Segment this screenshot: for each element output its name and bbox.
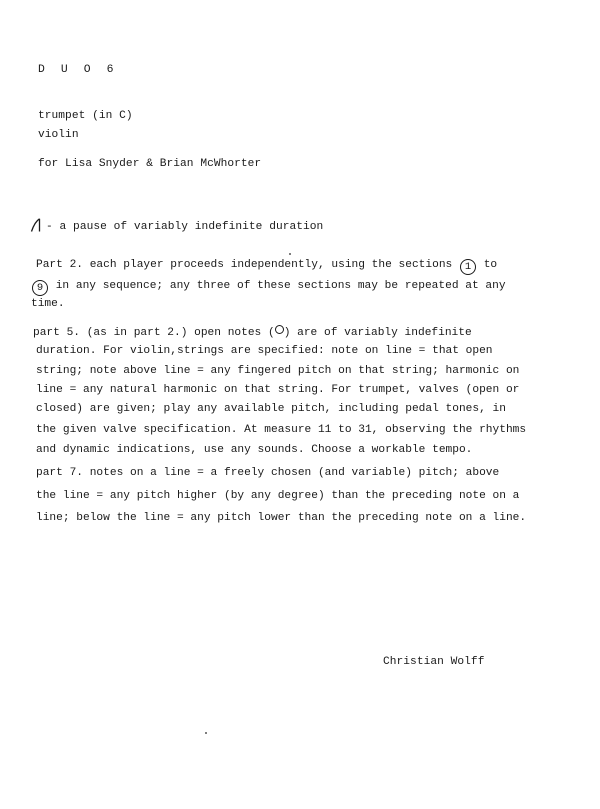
part2-line-2 <box>31 280 506 296</box>
part7-line-2: the line = any pitch higher (by any degree) than the preceding note on a <box>36 490 520 502</box>
part2-text: Part 2. each player proceeds independently, using the sections <box>36 259 453 271</box>
speck <box>289 253 291 255</box>
part5-line-3: string; note above line = any fingered pitch on that string; harmonic on <box>36 365 520 377</box>
fermata-icon <box>30 218 42 232</box>
instrument-violin: violin <box>38 129 79 141</box>
part5-text: ) are of variably indefinite <box>283 327 472 339</box>
part5-line-2: duration. For violin,strings are specified: note on line = that open <box>36 345 493 357</box>
part7-line-1: part 7. notes on a line = a freely chosen (and variable) pitch; above <box>36 467 500 479</box>
pause-legend-text: - a pause of variably indefinite duration <box>46 221 324 233</box>
part5-text: part 5. (as in part 2.) open notes ( <box>33 327 275 339</box>
part5-line-1 <box>33 325 472 339</box>
part2-line-1 <box>36 259 497 275</box>
piece-title: D U O 6 <box>38 64 119 76</box>
part5-line-6: the given valve specification. At measure 11 to 31, observing the rhythms <box>36 424 527 436</box>
section-1-circle: 1 <box>460 259 476 275</box>
section-9-circle: 9 <box>32 280 48 296</box>
part5-line-4: line = any natural harmonic on that string. For trumpet, valves (open or <box>36 384 520 396</box>
part7-line-3: line; below the line = any pitch lower than the preceding note on a line. <box>36 512 527 524</box>
speck <box>205 732 207 734</box>
dedication: for Lisa Snyder & Brian McWhorter <box>38 158 262 170</box>
open-note-icon <box>275 325 284 334</box>
pause-legend <box>30 218 323 233</box>
part2-text: in any sequence; any three of these sections may be repeated at any <box>55 280 506 292</box>
composer-signature: Christian Wolff <box>383 656 485 668</box>
part5-line-5: closed) are given; play any available pitch, including pedal tones, in <box>36 403 506 415</box>
part2-to: to <box>483 259 498 271</box>
instrument-trumpet: trumpet (in C) <box>38 110 133 122</box>
part2-line-3: time. <box>31 298 65 310</box>
part5-line-7: and dynamic indications, use any sounds. Choose a workable tempo. <box>36 444 473 456</box>
